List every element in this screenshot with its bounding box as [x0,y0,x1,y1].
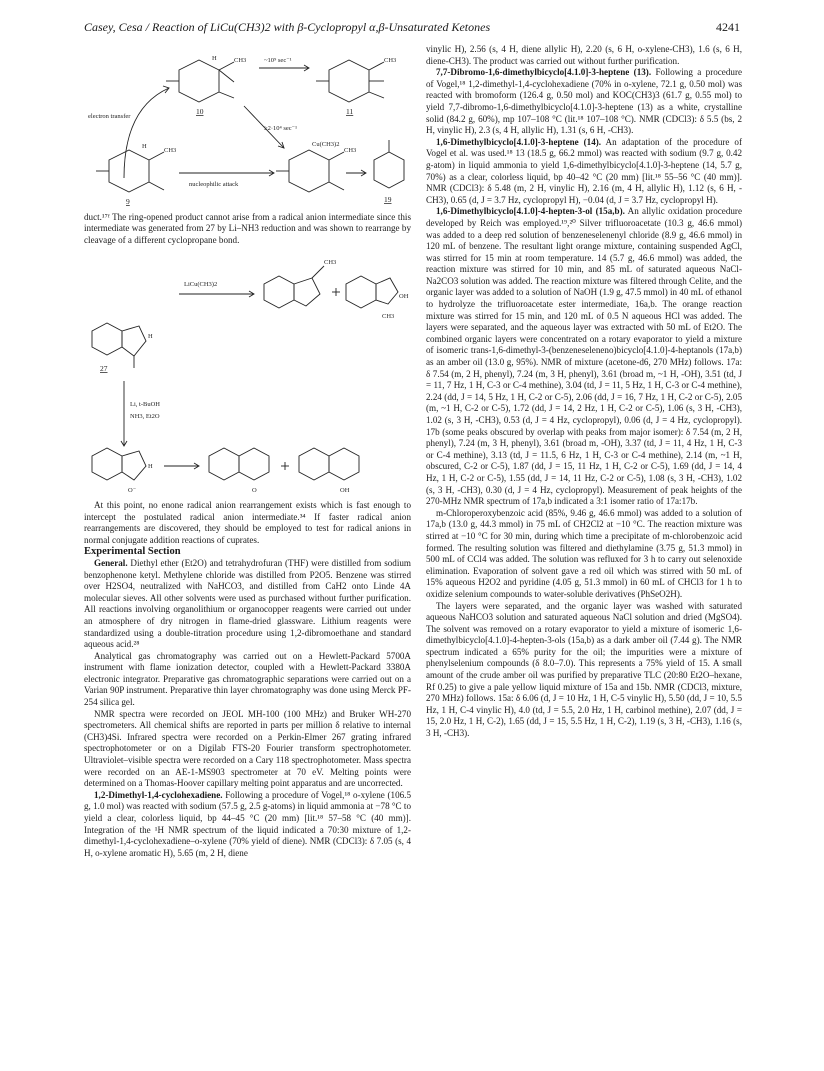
rate-mid: ≥2·10⁴ sec⁻¹ [264,125,298,132]
paragraph: m-Chloroperoxybenzoic acid (85%, 9.46 g, 46.6 mmol) was added to a solution of 17a,b (13.0 g, 44.3 mmol) in 75 mL of CH2Cl2 at −10 °C. The reaction mixture was stirred at −10 °C for 30 min, during which time a precipitate of m-chlorobenzoic acid formed. The resulting solution was filtered and diethylamine (3.75 g, 51.3 mmol) in 500 mL of CCl4 was added. The solution was refluxed for 3 h to carry out selenoxide elimination. Evaporation of solvent gave a red oil which was stirred with 50 mL of 15% aqueous H2O2 and pyridine (4.05 g, 51.3 mmol) in 60 mL of CHCl3 for 1 h to oxidize selenium compounds to water-soluble derivatives (PhSeO2H). [426,507,742,599]
paragraph: NMR spectra were recorded on JEOL MH-100 (100 MHz) and Bruker WH-270 spectrometers. All chemical shifts are reported in parts per million δ relative to internal (CH3)4Si. Infrared spectra were recorded on a Perkin-Elmer 267 grating infrared spectrophotometer or on a Digilab FTS-20 Fourier transform spectrophotometer. Ultraviolet–visible spectra were recorded on a Cary 118 spectrophotometer. Mass spectra were recorded on an AE-1-MS903 spectrometer at 70 eV. Melting points were determined on a Thomas-Hoover capillary melting point apparatus and are uncorrected. [84,708,411,789]
paragraph: 1,2-Dimethyl-1,4-cyclohexadiene. Following a procedure of Vogel,¹⁸ o-xylene (106.5 g, 1.0 mol) was reacted with sodium (57.5 g, 2.5 g-atoms) in liquid ammonia at −78 °C to yield a clear, colorless liquid, bp 44–45 °C (20 mm) [lit.¹⁸ 57–58 °C (40 mm)]. Integration of the ¹H NMR spectrum of the liquid indicated a 70:30 mixture of 1,2-dimethyl-1,4-cyclohexadiene–o-xylene (70% yield of diene). NMR (CDCl3): δ 7.05 (s, 4 H, o-xylene aromatic H), 5.65 (m, 2 H, diene [84,789,411,858]
cuprate-label: Cu(CH3)2 [312,141,340,148]
methyl-label: CH3 [384,57,397,64]
reaction-scheme-2 [84,246,411,496]
methyl-label: CH3 [324,259,337,267]
compound-label-10: 10 [196,107,204,116]
electron-transfer-label: electron transfer [88,113,131,120]
methyl-label: CH3 [164,147,177,154]
reaction-scheme-1 [84,48,411,208]
compound-label-9: 9 [126,197,130,206]
radical-anion-ring [92,448,122,480]
hydrogen-label: H [148,333,153,341]
ring-27 [122,326,146,356]
right-column [426,44,742,740]
ring-10 [179,60,219,102]
nucleophilic-attack-label: nucleophilic attack [189,181,239,188]
compound-label-19: 19 [384,195,392,204]
rate-top: ~10⁹ sec⁻¹ [264,57,292,64]
page-number: 4241 [716,20,740,34]
paragraph-lead: 1,2-Dimethyl-1,4-cyclohexadiene. [94,789,223,800]
paragraph: The layers were separated, and the organic layer was washed with saturated aqueous NaHCO3 solution and saturated aqueous NaCl solution and dried (MgSO4). The solvent was removed on a rotary evaporator to yield a mixture of isomeric 1,6-dimethylbicyclo[4.1.0]-4-hepten-3-ols (15a,b) as a dark amber oil (7.44 g). The NMR spectrum indicated a 65% purity for the oil; the impurities were a mixture of phenylselenium compounds (δ 8.0–7.0). This represents a 75% yield of 15. A small amount of the crude amber oil was purified by preparative TLC (20:80 Et2O–hexane, Rf 0.25) to give a pale yellow liquid mixture of 15a and 15b. NMR (CDCl3, mixture, 270 MHz) follows. 15a: δ 6.06 (d, J = 10 Hz, 1 H, C-5 vinylic H), 5.50 (dd, J = 10, 5.5 Hz, 1 H, C-4 vinylic H), 4.0 (td, J = 5.5, 2.0 Hz, 1 H, carbinol methine), 2.07 (dd, J = 15, 2.0 Hz, 1 H, C-2), 1.65 (dd, J = 15, 5.5 Hz, 1 H, C-2), 1.19 (s, 3 H, -CH3), 1.16 (s, 3 H, -CH3). [426,600,742,739]
reduction-reagent-1: Li, t-BuOH [130,401,160,409]
paragraph-lead: General. [94,557,128,568]
compound-label-11: 11 [346,107,354,116]
paragraph: 1,6-Dimethylbicyclo[4.1.0]-3-heptene (14). An adaptation of the procedure of Vogel et al. was used.¹⁸ 13 (18.5 g, 66.2 mmol) was reacted with sodium (9.7 g, 0.42 g-atom) in liquid ammonia to yield 1,6-dimethylbicyclo[4.1.0]-3-heptene (14, 5.7 g, 70%) as a clear, colorless liquid, bp 40–42 °C (20 mm) [lit.¹⁸ 55–56 °C (40 mm)]. NMR (CDCl3): δ 5.48 (m, 2 H, vinylic H), 2.16 (m, 4 H, allylic H), 1.12 (s, 6 H, -CH3), 0.65 (d, J = 3.7 Hz, cyclopropyl H), −0.04 (d, J = 3.7 Hz, cyclopropyl H). [426,136,742,205]
reduction-reagent-2: NH3, Et2O [130,413,160,421]
compound-label-27: 27 [100,364,108,374]
methyl-label: CH3 [344,147,357,154]
methyl-label: CH3 [234,57,247,64]
paragraph: vinylic H), 2.56 (s, 4 H, diene allylic H), 2.20 (s, 6 H, o-xylene-CH3), 1.6 (s, 6 H, diene-CH3). The product was carried out without further purification. [426,44,742,66]
hydrogen-label: H [148,463,153,471]
ring-9 [109,150,149,192]
paragraph: 1,6-Dimethylbicyclo[4.1.0]-4-hepten-3-ol (15a,b). An allylic oxidation procedure developed by Reich was employed.¹⁹,²⁰ Silver trifluoroacetate (10.3 g, 46.6 mmol) was added to a deep red solution of benzeneselenenyl chloride (8.9 g, 46.6 mmol) in 120 mL of benzene. The resultant light orange mixture, containing suspended AgCl, was stirred for 15 min at room temperature. 14 (5.7 g, 46.6 mmol) was added, the reaction mixture was stirred for 10 min, and 85 mL of saturated aqueous NaCl-Na2CO3 solution was added. The reaction mixture was filtered through Celite, and the organic layer was added to a solution of NaOH (1.9 g, 47.5 mmol) in 40 mL of ethanol to hydrolyze the trifluoroacetate ester intermediate, 16a,b. The orange reaction mixture was stirred for 15 min, and 120 mL of 0.5 N aqueous HCl was added. The layers were separated, and the aqueous layer was extracted with 50 mL of Et2O. The combined organic layers were concentrated on a rotary evaporator to yield a mixture of isomeric trans-1,6-dimethyl-3-(benzeneseleneno)bicyclo[4.1.0]-4-heptanols (17a,b) as an amber oil (13.0 g, 95%). NMR of mixture (acetone-d6, 270 MHz) follows. 17a: δ 7.54 (m, 2 H, phenyl), 7.24 (m, 3 H, phenyl), 3.61 (broad m, ~1 H, -OH), 3.51 (td, J = 11, 7 Hz, 1 H, C-3 or C-4 methine), 3.04 (td, J = 11, 5 Hz, 1 H, C-3 or C-4 methine), 2.24 (dd, J = 14, 5 Hz, 1 H, C-2 or C-5), 2.06 (dd, J = 16, 7 Hz, 1 H, C-2 or C-5), 2.05 (m, ~1 H, C-2 or C-5), 1.72 (dd, J = 14, 2 Hz, 1 H, C-2 or C-5), 1.06 (s, 3 H, -CH3), 1.02 (s, 3 H, -CH3), 0.53 (d, J = 4 Hz, cyclopropyl), 0.06 (d, J = 4 Hz, cyclopropyl). 17b (some peaks obscured by overlap with peaks from major isomer): δ 7.54 (m, 2 H, phenyl), 7.24 (m, 3 H, phenyl), 3.61 (broad m, -OH), 3.37 (td, J = 11, 4 Hz, 1 H, C-3 or C-4 methine), 3.13 (td, J = 11.5, 6 Hz, 1 H, C-3 or C-4 methine), 2.14 (m, ~1 H, obscured, C-2 or C-5), 1.87 (dd, J = 15, 11 Hz, 1 H, C-2 or C-5), 1.69 (dd, J = 14, 4 Hz, 1 H, C-2 or C-5), 1.55 (dd, J = 14, 11 Hz, C-2 or C-5), 1.08 (s, 3 H, -CH3), 1.02 (s, 3 H, -CH3), 0.30 (d, J = 4 Hz, cyclopropyl). Measurement of peak heights of the 270-MHz NMR spectrum of 17a,b indicated a 3:1 isomer ratio of 17a:17b. [426,206,742,507]
paragraph-lead: 1,6-Dimethylbicyclo[4.1.0]-4-hepten-3-ol (15a,b). [436,206,625,217]
product-ring-a [264,276,294,308]
product-ring-b [346,276,376,308]
ketone-label: O [252,487,257,495]
paragraph-lead: 7,7-Dibromo-1,6-dimethylbicyclo[4.1.0]-3-heptene (13). [436,67,652,78]
tetralol-ring [299,448,329,480]
ring-11 [329,60,369,102]
paragraph: Analytical gas chromatography was carried out on a Hewlett-Packard 5700A instrument with flame ionization detector, coupled with a Hewlett-Packard 3380A electronic integrator. Preparative gas chromatographic separations were carried out on a Varian 90P instrument. Preparative thin layer chromatography was done using Merck PF-254 silica gel. [84,650,411,708]
paragraph: At this point, no enone radical anion rearrangement exists which is fast enough to intercept the postulated radical anion intermediate.³⁴ If faster radical anion rearrangements are discovered, they should be employed to test for radical anions in normal conjugate addition reactions of cuprates. [84,499,411,545]
hydrogen-label: H [142,143,147,150]
paragraph: General. Diethyl ether (Et2O) and tetrahydrofuran (THF) were distilled from sodium benzophenone ketyl. Methylene chloride was distilled from P2O5. Benzene was stirred over H2SO4, neutralized with NaHCO3, and distilled from CaH2 onto Linde 4A molecular sieves. All other solvents were used as purchased without further purification. All reactions involving organolithium or organocopper reagents were carried out under an atmosphere of dry nitrogen in flame-dried glassware. Lithium reagents were standardized using a double-titration procedure using 1,2-dibromoethane and standard aqueous acid.²⁸ [84,557,411,650]
ring-intermediate [289,150,329,192]
hydroxyl-label: OH [340,487,350,495]
cuprate-reagent: LiCu(CH3)2 [184,281,218,289]
tetralone-ring [209,448,239,480]
hydroxyl-label: OH [399,293,409,301]
hydrogen-label: H [212,55,217,62]
ring-19 [374,152,404,188]
paragraph-lead: 1,6-Dimethylbicyclo[4.1.0]-3-heptene (14). [436,136,602,147]
running-title: Casey, Cesa / Reaction of LiCu(CH3)2 with β-Cyclopropyl α,β-Unsaturated Ketones [84,20,491,34]
oxide-label: O⁻ [128,487,137,495]
running-header [84,20,740,38]
methyl-label: CH3 [382,313,395,321]
left-column [84,48,411,859]
paragraph: duct.¹⁷ᶠ The ring-opened product cannot arise from a radical anion intermediate since this intermediate was generated from 27 by Li–NH3 reduction and was shown to rearrange by cleavage of a different cyclopropane bond. [84,211,411,245]
electron-transfer-arrow [124,88,169,178]
benzene-ring-27 [92,323,122,355]
section-heading: Experimental Section [84,546,181,558]
paragraph: 7,7-Dibromo-1,6-dimethylbicyclo[4.1.0]-3-heptene (13). Following a procedure of Vogel,¹⁸ 1,2-dimethyl-1,4-cyclohexadiene (70% in o-xylene, 72.1 g, 0.50 mol) was reacted with bromoform (126.4 g, 0.50 mol) and KOC(CH3)3 (61.7 g, 0.55 mol) to yield 7,7-dibromo-1,6-dimethylbicyclo[4.1.0]-3-heptene (13) as a white, crystalline solid (84.2 g, 60%), mp 107–108 °C (lit.¹⁸ 107–108 °C). NMR (CDCl3): δ 5.5 (bs, 2 H, vinylic H), 2.3 (s, 4 H, allylic H), 1.31 (s, 6 H, -CH3). [426,67,743,136]
